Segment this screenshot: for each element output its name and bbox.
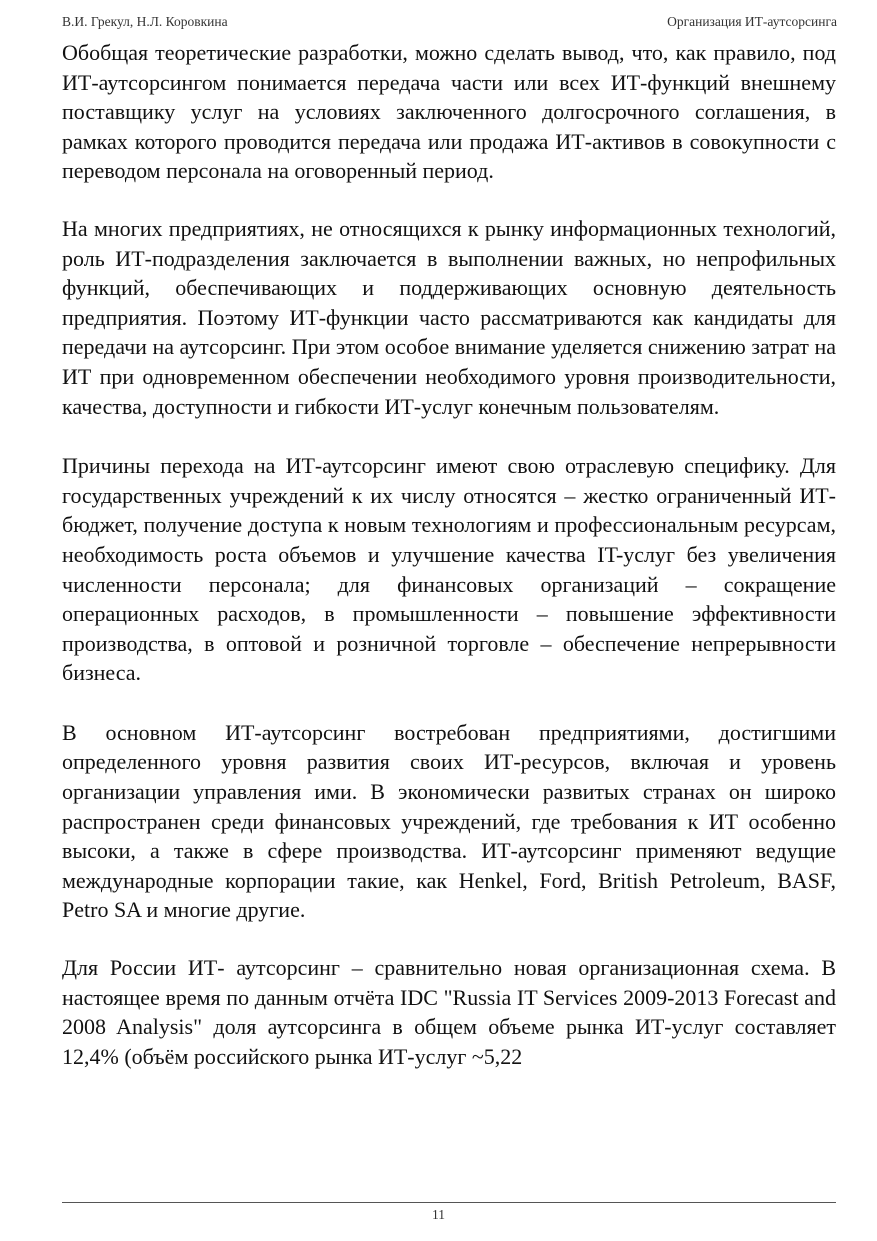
- running-header: [62, 14, 837, 34]
- paragraph-russia: Для России ИТ- аутсорсинг – сравнительно новая организационная схема. В настоящее время по данным отчёта IDC "Russia IT Services 2009-2013 Forecast and 2008 Analysis" доля аутсорсинга в общем объеме рынка ИТ-услуг составляет 12,4% (объём российского рынка ИТ-услуг ~5,22: [62, 955, 836, 1069]
- page-body: [62, 38, 836, 1101]
- page-number: 11: [432, 1207, 445, 1222]
- paragraph-it-role: На многих предприятиях, не относящихся к рынку информационных технологий, роль ИТ-подразделения заключается в выполнении важных, но непрофильных функций, обеспечивающих и поддерживающих основную деятельность предприятия. Поэтому ИТ-функции часто рассматриваются как кандидаты для передачи на аутсорсинг. При этом особое внимание уделяется снижению затрат на ИТ при одновременном обеспечении необходимого уровня производительности, качества, доступности и гибкости ИТ-услуг конечным пользователям.: [62, 215, 836, 419]
- paragraph-demand: В основном ИТ-аутсорсинг востребован предприятиями, достигшими определенного уровня развития своих ИТ-ресурсов, включая и уровень организации управления ими. В экономически развитых странах он широко распространен среди финансовых учреждений, где требования к ИТ особенно высоки, а также в сфере производства. ИТ-аутсорсинг применяют ведущие международные корпорации такие, как Henkel, Ford, British Petroleum, BASF, Petro SA и многие другие.: [62, 719, 836, 923]
- paragraph-reasons: Причины перехода на ИТ-аутсорсинг имеют свою отраслевую специфику. Для государственных учреждений к их числу относятся – жестко ограниченный ИТ-бюджет, получение доступа к новым технологиям и профессиональным ресурсам, необходимость роста объемов и улучшение качества IT-услуг без увеличения численности персонала; для финансовых организаций – сокращение операционных расходов, в промышленности – повышение эффективности производства, в оптовой и розничной торговле – обеспечение непрерывности бизнеса.: [62, 453, 836, 686]
- paragraph-definition: Обобщая теоретические разработки, можно сделать вывод, что, как правило, под ИТ-аутсорсингом понимается передача части или всех ИТ-функций внешнему поставщику услуг на условиях заключенного долгосрочного соглашения, в рамках которого проводится передача или продажа ИТ-активов в совокупности с переводом персонала на оговоренный период.: [62, 40, 836, 184]
- header-authors: В.И. Грекул, Н.Л. Коровкина: [62, 14, 228, 29]
- paragraph-russia-container: [62, 953, 836, 1101]
- footer-divider: [62, 1202, 836, 1203]
- header-title: Организация ИТ-аутсорсинга: [667, 14, 837, 29]
